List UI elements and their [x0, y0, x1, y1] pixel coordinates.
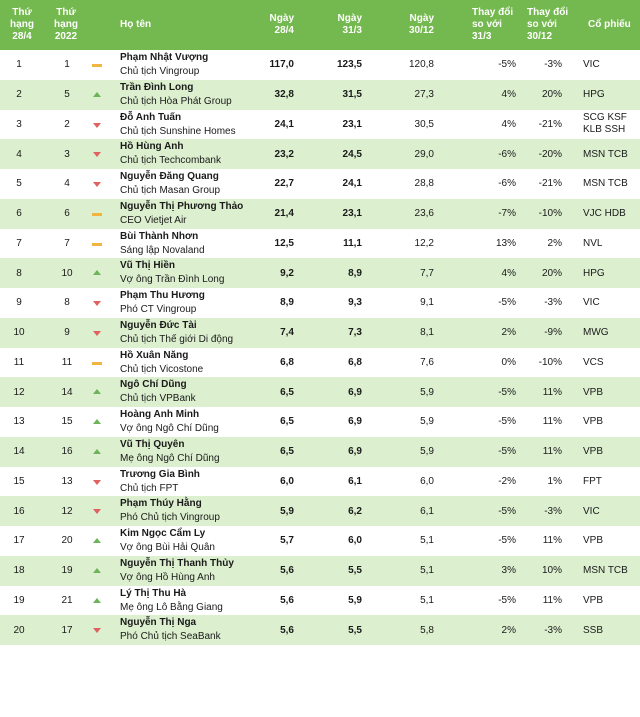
person-name: Vũ Thị Quyên: [120, 438, 185, 450]
value-31-3-cell: 123,5: [336, 59, 362, 71]
person-title: Phó CT Vingroup: [120, 304, 197, 315]
stock-cell: VPB: [583, 386, 604, 398]
rank-cell: 9: [16, 297, 22, 309]
trend-same-icon: [92, 240, 102, 248]
trend-down-icon: [92, 329, 102, 337]
stock-cell: SSB: [583, 624, 604, 636]
stock-cell: MWG: [583, 327, 609, 339]
trend-down-icon: [92, 299, 102, 307]
header-name: Họ tên: [120, 19, 152, 30]
rank-2022-cell: 3: [64, 148, 70, 160]
header-stock: Cổ phiếu: [588, 19, 631, 30]
value-30-12-cell: 27,3: [414, 89, 434, 101]
rank-cell: 10: [13, 327, 25, 339]
rank-cell: 6: [16, 208, 22, 220]
change-30-12-cell: 20%: [541, 89, 562, 101]
person-title: Chủ tịch Sunshine Homes: [120, 125, 236, 137]
header-rank-2022: Thứ hạng 2022: [54, 7, 78, 42]
person-title: Chủ tịch VPBank: [120, 393, 196, 405]
change-30-12-cell: -3%: [544, 624, 562, 636]
stock-cell: VPB: [583, 594, 604, 606]
trend-up-icon: [92, 597, 102, 605]
change-31-3-cell: -5%: [498, 59, 516, 71]
value-28-4-cell: 23,2: [274, 148, 294, 160]
value-31-3-cell: 6,2: [348, 505, 362, 517]
table-row: [0, 526, 640, 556]
value-28-4-cell: 117,0: [269, 59, 294, 71]
rank-2022-cell: 13: [61, 475, 73, 487]
value-31-3-cell: 6,9: [348, 446, 362, 458]
stock-cell: VJC HDB: [583, 208, 626, 220]
rank-cell: 8: [16, 267, 22, 279]
rank-cell: 4: [16, 148, 22, 160]
value-31-3-cell: 5,9: [348, 594, 362, 606]
header-date-1: Ngày 28/4: [269, 13, 294, 36]
stock-cell: VCS: [583, 356, 604, 368]
change-31-3-cell: 13%: [495, 237, 516, 249]
person-title: Vợ ông Hồ Hùng Anh: [120, 571, 215, 583]
rank-2022-cell: 9: [64, 327, 70, 339]
person-title: Vợ ông Trần Đình Long: [120, 274, 225, 286]
person-name: Trương Gia Bình: [120, 468, 200, 480]
rank-2022-cell: 16: [61, 446, 73, 458]
stock-code-2: KLB SSH: [583, 124, 626, 136]
value-30-12-cell: 7,6: [420, 356, 434, 368]
table-row: [0, 556, 640, 586]
person-name: Vũ Thị Hiền: [120, 260, 175, 272]
rank-2022-cell: 19: [61, 565, 73, 577]
change-31-3-cell: -5%: [498, 297, 516, 309]
value-28-4-cell: 5,6: [280, 624, 294, 636]
table-row: [0, 110, 640, 140]
change-31-3-cell: -5%: [498, 505, 516, 517]
trend-up-icon: [92, 388, 102, 396]
change-31-3-cell: -7%: [498, 208, 516, 220]
trend-same-icon: [92, 61, 102, 69]
table-row: [0, 199, 640, 229]
rank-2022-cell: 5: [64, 89, 70, 101]
change-30-12-cell: -9%: [544, 327, 562, 339]
trend-down-icon: [92, 478, 102, 486]
value-30-12-cell: 12,2: [414, 237, 434, 249]
rank-2022-cell: 2: [64, 118, 70, 130]
table-row: [0, 50, 640, 80]
rank-cell: 7: [16, 237, 22, 249]
value-28-4-cell: 21,4: [274, 208, 294, 220]
value-28-4-cell: 5,9: [280, 505, 294, 517]
rank-2022-cell: 8: [64, 297, 70, 309]
change-31-3-cell: 4%: [501, 89, 516, 101]
value-31-3-cell: 5,5: [348, 565, 362, 577]
person-title: Chủ tịch Vingroup: [120, 66, 200, 77]
stock-cell: MSN TCB: [583, 178, 628, 190]
value-30-12-cell: 7,7: [420, 267, 434, 279]
person-title: Chủ tịch Thế giới Di động: [120, 333, 234, 345]
change-30-12-cell: -3%: [544, 59, 562, 71]
header-date-2: Ngày 31/3: [337, 13, 362, 36]
person-title: Vợ ông Ngô Chí Dũng: [120, 423, 219, 434]
change-31-3-cell: 3%: [501, 565, 516, 577]
value-31-3-cell: 5,5: [348, 624, 362, 636]
change-30-12-cell: -3%: [544, 505, 562, 517]
value-30-12-cell: 9,1: [420, 297, 434, 309]
change-30-12-cell: -20%: [538, 148, 562, 160]
person-name: Nguyễn Thị Phương Thảo: [120, 200, 244, 212]
person-name: Hoàng Anh Minh: [120, 409, 200, 420]
change-31-3-cell: 2%: [501, 327, 516, 339]
value-30-12-cell: 5,9: [420, 446, 434, 458]
value-31-3-cell: 24,5: [342, 148, 362, 160]
person-title: Chủ tịch Techcombank: [120, 155, 221, 167]
change-31-3-cell: 4%: [501, 118, 516, 130]
value-30-12-cell: 5,9: [420, 386, 434, 398]
value-31-3-cell: 6,8: [348, 356, 362, 368]
header-rank-now: Thứ hạng 28/4: [10, 7, 34, 42]
value-30-12-cell: 8,1: [420, 327, 434, 339]
value-31-3-cell: 11,1: [343, 237, 362, 249]
person-title: Chủ tịch FPT: [120, 482, 179, 494]
person-name: Nguyễn Thị Nga: [120, 617, 197, 629]
rank-2022-cell: 21: [61, 594, 73, 606]
table-row: [0, 348, 640, 378]
stock-cell: VIC: [583, 505, 600, 517]
table-row: [0, 288, 640, 318]
rank-cell: 16: [13, 505, 25, 517]
table-row: [0, 169, 640, 199]
person-title: Sáng lập Novaland: [120, 244, 205, 256]
stock-cell: VIC: [583, 297, 600, 309]
value-31-3-cell: 23,1: [342, 208, 362, 220]
rank-2022-cell: 11: [61, 356, 73, 368]
person-name: Nguyễn Đăng Quang: [120, 171, 219, 182]
person-name: Phạm Thu Hương: [120, 290, 205, 301]
value-30-12-cell: 5,9: [420, 416, 434, 428]
value-30-12-cell: 6,0: [420, 475, 434, 487]
stock-cell: MSN TCB: [583, 148, 628, 160]
value-28-4-cell: 5,7: [280, 535, 294, 547]
person-title: Phó Chủ tịch SeaBank: [120, 631, 221, 643]
change-30-12-cell: 11%: [542, 386, 562, 398]
rank-2022-cell: 14: [61, 386, 73, 398]
value-28-4-cell: 5,6: [280, 565, 294, 577]
change-31-3-cell: -5%: [498, 535, 516, 547]
value-31-3-cell: 6,1: [348, 475, 362, 487]
stock-cell: HPG: [583, 267, 605, 279]
change-31-3-cell: -5%: [498, 386, 516, 398]
change-30-12-cell: 11%: [542, 416, 562, 428]
stock-cell: [583, 110, 639, 140]
person-name: Nguyễn Đức Tài: [120, 319, 197, 331]
person-name: Đỗ Anh Tuấn: [120, 111, 182, 123]
change-30-12-cell: 1%: [547, 475, 562, 487]
value-28-4-cell: 5,6: [280, 594, 294, 606]
value-30-12-cell: 28,8: [414, 178, 434, 190]
rank-2022-cell: 1: [64, 59, 70, 71]
change-31-3-cell: 2%: [501, 624, 516, 636]
person-title: Mẹ ông Lô Bằng Giang: [120, 601, 223, 613]
rank-2022-cell: 20: [61, 535, 73, 547]
person-title: Phó Chủ tịch Vingroup: [120, 512, 220, 524]
trend-up-icon: [92, 567, 102, 575]
trend-up-icon: [92, 418, 102, 426]
trend-same-icon: [92, 210, 102, 218]
value-31-3-cell: 23,1: [342, 118, 362, 130]
rank-2022-cell: 17: [61, 624, 73, 636]
trend-up-icon: [92, 448, 102, 456]
value-30-12-cell: 5,1: [420, 594, 434, 606]
table-header: [0, 0, 640, 50]
value-30-12-cell: 5,1: [420, 565, 434, 577]
rank-2022-cell: 6: [64, 208, 70, 220]
change-31-3-cell: 0%: [501, 356, 516, 368]
change-31-3-cell: -6%: [498, 178, 516, 190]
stock-cell: FPT: [583, 475, 602, 487]
rank-2022-cell: 4: [64, 178, 70, 190]
table-row: [0, 496, 640, 526]
change-30-12-cell: -21%: [538, 178, 562, 190]
stock-cell: VPB: [583, 416, 604, 428]
change-31-3-cell: -5%: [498, 416, 516, 428]
change-31-3-cell: -6%: [498, 148, 516, 160]
change-31-3-cell: 4%: [501, 267, 516, 279]
change-30-12-cell: 20%: [541, 267, 562, 279]
value-28-4-cell: 6,0: [280, 475, 294, 487]
stock-cell: VPB: [583, 446, 604, 458]
header-change-2: Thay đổi so với 30/12: [527, 7, 569, 42]
rank-2022-cell: 15: [61, 416, 73, 428]
value-30-12-cell: 30,5: [414, 118, 434, 130]
table-row: [0, 80, 640, 110]
person-name: Ngô Chí Dũng: [120, 379, 187, 391]
change-31-3-cell: -2%: [498, 475, 516, 487]
change-30-12-cell: 11%: [542, 446, 562, 458]
person-title: Chủ tịch Vicostone: [120, 363, 204, 375]
person-name: Hồ Xuân Năng: [120, 349, 189, 361]
trend-up-icon: [92, 537, 102, 545]
value-28-4-cell: 6,5: [280, 386, 294, 398]
rank-cell: 11: [13, 356, 25, 368]
value-30-12-cell: 5,1: [420, 535, 434, 547]
value-30-12-cell: 5,8: [420, 624, 434, 636]
value-30-12-cell: 23,6: [414, 208, 434, 220]
value-28-4-cell: 6,8: [280, 356, 294, 368]
value-30-12-cell: 6,1: [420, 505, 434, 517]
trend-up-icon: [92, 91, 102, 99]
value-28-4-cell: 32,8: [274, 89, 294, 101]
value-31-3-cell: 9,3: [348, 297, 362, 309]
trend-down-icon: [92, 180, 102, 188]
value-28-4-cell: 12,5: [274, 237, 294, 249]
change-30-12-cell: 10%: [541, 565, 562, 577]
table-row: [0, 377, 640, 407]
change-30-12-cell: 11%: [542, 594, 562, 606]
person-title: Chủ tịch Masan Group: [120, 185, 221, 196]
value-31-3-cell: 6,0: [348, 535, 362, 547]
trend-up-icon: [92, 269, 102, 277]
change-30-12-cell: -3%: [544, 297, 562, 309]
trend-down-icon: [92, 626, 102, 634]
change-30-12-cell: -21%: [538, 118, 562, 130]
value-31-3-cell: 24,1: [342, 178, 362, 190]
person-name: Trần Đình Long: [120, 81, 194, 93]
person-name: Nguyễn Thị Thanh Thủy: [120, 557, 234, 569]
rank-2022-cell: 7: [64, 237, 70, 249]
table-row: [0, 615, 640, 645]
change-31-3-cell: -5%: [498, 594, 516, 606]
rank-2022-cell: 12: [61, 505, 73, 517]
trend-same-icon: [92, 359, 102, 367]
rank-cell: 14: [13, 446, 25, 458]
rank-2022-cell: 10: [61, 267, 73, 279]
trend-down-icon: [92, 507, 102, 515]
rank-cell: 13: [13, 416, 25, 428]
value-31-3-cell: 7,3: [348, 327, 362, 339]
table-row: [0, 139, 640, 169]
table-row: [0, 437, 640, 467]
person-name: Phạm Thúy Hằng: [120, 498, 202, 510]
stock-code: SCG KSF: [583, 112, 627, 124]
person-name: Bùi Thành Nhơn: [120, 230, 199, 242]
person-title: Mẹ ông Ngô Chí Dũng: [120, 452, 220, 464]
person-name: Hồ Hùng Anh: [120, 141, 184, 153]
table-row: [0, 318, 640, 348]
stock-cell: HPG: [583, 89, 605, 101]
header-change-1: Thay đổi so với 31/3: [472, 7, 514, 42]
value-28-4-cell: 22,7: [274, 178, 294, 190]
person-name: Lý Thị Thu Hà: [120, 587, 187, 599]
value-31-3-cell: 6,9: [348, 416, 362, 428]
person-title: Chủ tịch Hòa Phát Group: [120, 95, 232, 107]
change-30-12-cell: -10%: [538, 208, 562, 220]
value-28-4-cell: 8,9: [280, 297, 294, 309]
rank-cell: 20: [13, 624, 25, 636]
value-31-3-cell: 6,9: [348, 386, 362, 398]
stock-cell: VIC: [583, 59, 600, 71]
table-row: [0, 258, 640, 288]
person-title: Vợ ông Bùi Hải Quân: [120, 542, 215, 553]
table-row: [0, 229, 640, 259]
person-title: CEO Vietjet Air: [120, 214, 187, 226]
change-30-12-cell: 2%: [547, 237, 562, 249]
value-28-4-cell: 7,4: [280, 327, 294, 339]
value-28-4-cell: 6,5: [280, 446, 294, 458]
value-30-12-cell: 120,8: [408, 59, 434, 71]
rank-cell: 2: [16, 89, 22, 101]
value-31-3-cell: 8,9: [348, 267, 362, 279]
value-28-4-cell: 6,5: [280, 416, 294, 428]
value-28-4-cell: 24,1: [274, 118, 294, 130]
person-name: Kim Ngọc Cẩm Ly: [120, 528, 206, 539]
change-30-12-cell: -10%: [538, 356, 562, 368]
stock-cell: NVL: [583, 237, 603, 249]
value-31-3-cell: 31,5: [342, 89, 362, 101]
person-name: Phạm Nhật Vượng: [120, 52, 209, 63]
rank-cell: 18: [13, 565, 25, 577]
trend-down-icon: [92, 150, 102, 158]
header-date-3: Ngày 30/12: [408, 13, 434, 36]
change-31-3-cell: -5%: [498, 446, 516, 458]
rank-cell: 12: [13, 386, 25, 398]
stock-cell: MSN TCB: [583, 565, 628, 577]
table-row: [0, 586, 640, 616]
table-row: [0, 407, 640, 437]
change-30-12-cell: 11%: [542, 535, 562, 547]
rank-cell: 17: [13, 535, 25, 547]
rank-cell: 1: [16, 59, 22, 71]
value-30-12-cell: 29,0: [414, 148, 434, 160]
rank-cell: 19: [13, 594, 25, 606]
rank-cell: 3: [16, 118, 22, 130]
trend-down-icon: [92, 121, 102, 129]
rank-cell: 15: [13, 475, 25, 487]
stock-cell: VPB: [583, 535, 604, 547]
table-row: [0, 467, 640, 497]
value-28-4-cell: 9,2: [280, 267, 294, 279]
rank-cell: 5: [16, 178, 22, 190]
